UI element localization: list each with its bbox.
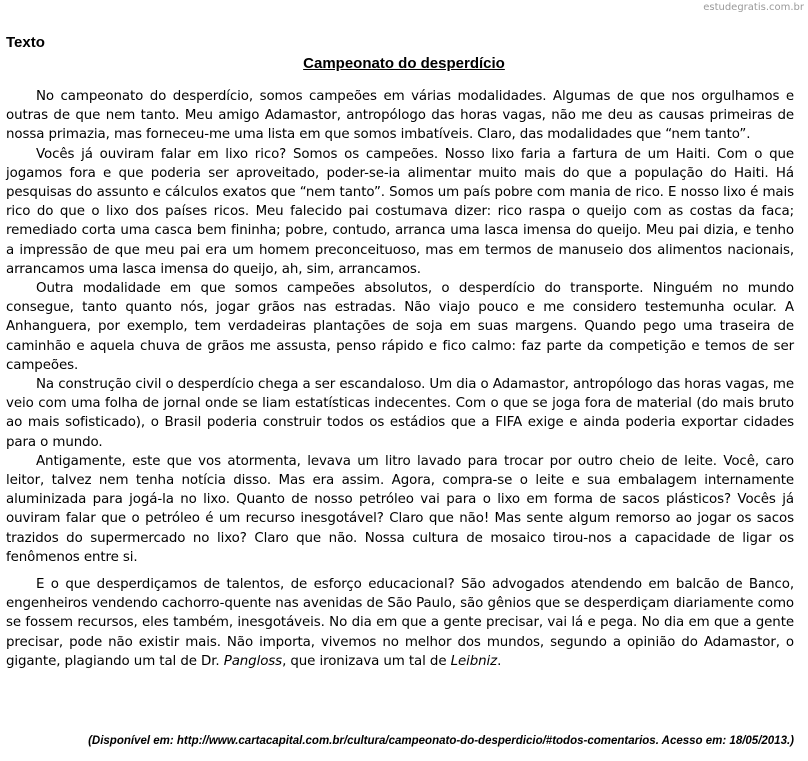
section-heading: Texto	[6, 34, 45, 51]
article-title: Campeonato do desperdício	[303, 55, 505, 72]
watermark: estudegratis.com.br	[703, 2, 804, 13]
paragraph-4: Na construção civil o desperdício chega a ser escandaloso. Um dia o Adamastor, antropólogo das horas vagas, me veio com uma folha de jornal onde se liam estatísticas indecentes. Com o que se joga fora de material (do mais bruto ao mais sofisticado), o Brasil poderia construir todos os estádios que a FIFA exige e ainda poderia exportar cidades para o mundo.	[6, 377, 794, 450]
paragraph-6	[6, 575, 794, 671]
paragraph-5: Antigamente, este que vos atormenta, levava um litro lavado para trocar por outro cheio de leite. Você, caro leitor, talvez nem tenha notícia disso. Mas era assim. Agora, compra-se o leite e sua embalagem internamente aluminizada para jogá-la no lixo. Quanto de nosso petróleo vai para o lixo em forma de sacos plásticos? Vocês já ouviram falar que o petróleo é um recurso inesgotável? Claro que não! Mas sente algum remorso ao jogar os sacos trazidos do supermercado no lixo? Claro que não. Nossa cultura de mosaico tirou-nos a capacidade de ligar os fenômenos entre si.	[6, 453, 794, 565]
paragraph-6-mid: , que ironizava um tal de	[282, 653, 451, 669]
source-citation: (Disponível em: http://www.cartacapital.com.br/cultura/campeonato-do-desperdicio/#todos-comentarios. Acesso em: 18/05/2013.)	[88, 735, 794, 747]
paragraph-6-end: .	[497, 653, 502, 669]
paragraph-3: Outra modalidade em que somos campeões absolutos, o desperdício do transporte. Ninguém no mundo consegue, tanto quanto nós, jogar grãos nas estradas. Não viajo pouco e me considero testemunha ocular. A Anhanguera, por exemplo, tem verdadeiras plantações de soja em suas margens. Quando pego uma traseira de caminhão e aquela chuva de grãos me assusta, penso rápido e fico calmo: faz parte da competição e temos de ser campeões.	[6, 281, 794, 373]
pangloss-name: Pangloss	[223, 653, 283, 669]
leibniz-name: Leibniz	[450, 653, 498, 669]
article-body	[6, 87, 794, 671]
paragraph-1: No campeonato do desperdício, somos campeões em várias modalidades. Algumas de que nos orgulhamos e outras de que nem tanto. Meu amigo Adamastor, antropólogo das horas vagas, não me deu as causas primeiras de nossa primazia, mas forneceu-me uma lista em que somos imbatíveis. Claro, das modalidades que “nem tanto”.	[6, 89, 794, 143]
paragraph-2: Vocês já ouviram falar em lixo rico? Somos os campeões. Nosso lixo faria a fartura de um Haiti. Com o que jogamos fora e que poderia ser aproveitado, poder-se-ia alimentar muito mais do que a população do Haiti. Há pesquisas do assunto e cálculos exatos que “nem tanto”. Somos um país pobre com mania de rico. E nosso lixo é mais rico do que o lixo dos países ricos. Meu falecido pai costumava dizer: rico raspa o queijo com as costas da faca; remediado corta uma casca bem fininha; pobre, contudo, arranca uma lasca imensa do queijo. Meu pai dizia, e tenho a impressão de que meu pai era um homem preconceituoso, mas em termos de manuseio dos alimentos nacionais, arrancamos uma lasca imensa do queijo, ah, sim, arrancamos.	[6, 146, 794, 277]
paragraph-6-text: E o que desperdiçamos de talentos, de esforço educacional? São advogados atendendo em balcão de Banco, engenheiros vendendo cachorro-quente nas avenidas de São Paulo, são gênios que se desperdiçam diariamente como se fossem recursos, eles também, inesgotáveis. No dia em que a gente precisar, vai lá e pega. No dia em que a gente precisar, pode não existir mais. Não importa, vivemos no melhor dos mundos, segundo a opinião do Adamastor, o gigante, plagiando um tal de Dr.	[6, 577, 794, 669]
